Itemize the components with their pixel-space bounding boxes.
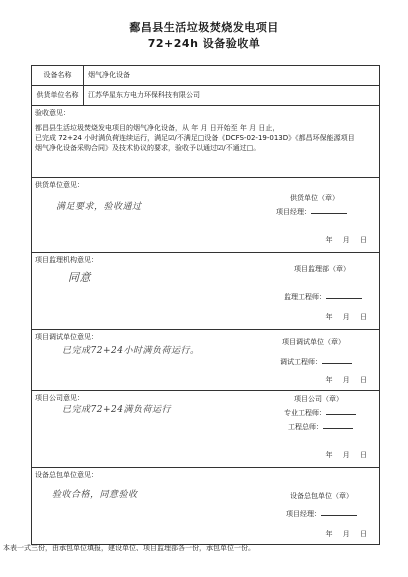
supervision-date: 年 月 日 <box>325 313 371 321</box>
acceptance-line-1: 都昌县生活垃圾焚烧发电项目的烟气净化设备，从 年 月 日开始至 年 月 日止， <box>35 124 280 132</box>
acceptance-text <box>35 124 377 153</box>
contractor-seal-label: 设备总包单位（章） <box>290 492 353 500</box>
company-opinion-row <box>32 391 380 468</box>
company-engineer-label: 专业工程师： <box>284 409 356 418</box>
company-opinion-label: 项目公司意见： <box>35 394 84 402</box>
device-row <box>32 66 380 86</box>
commissioning-opinion-handwriting: 已完成72+24小时满负荷运行。 <box>62 346 200 356</box>
contractor-opinion-row <box>32 468 380 545</box>
supplier-opinion-label: 供货单位意见： <box>35 181 84 189</box>
device-value: 烟气净化设备 <box>84 66 380 86</box>
contractor-manager-label: 项目经理： <box>286 510 357 519</box>
contractor-date: 年 月 日 <box>325 530 371 538</box>
commissioning-seal-label: 项目调试单位（章） <box>282 338 345 346</box>
commissioning-opinion-row <box>32 330 380 391</box>
footer-note: 本表一式三份，由承包单位填报，建设单位、项目监理部各一份，承包单位一份。 <box>3 544 255 552</box>
supplier-manager-label: 项目经理： <box>276 208 347 217</box>
commissioning-opinion-label: 项目调试单位意见： <box>35 333 98 341</box>
device-label: 设备名称 <box>32 66 84 86</box>
supplier-row <box>32 86 380 106</box>
supplier-seal-label: 供货单位（章） <box>290 194 339 202</box>
supplier-date: 年 月 日 <box>325 236 371 244</box>
company-seal-label: 项目公司（章） <box>294 395 343 403</box>
supplier-opinion-handwriting: 满足要求，验收通过 <box>56 202 142 212</box>
acceptance-line-2: 已完成 72+24 小时满负荷连续运行，满足☑/不满足□设备《DCFS-02-19-013D》《都昌环保能源项目 <box>35 133 355 142</box>
supervision-engineer-label: 监理工程师： <box>284 293 362 302</box>
supplier-opinion-row <box>32 178 380 253</box>
supervision-opinion-row <box>32 253 380 330</box>
supervision-seal-label: 项目监理部（章） <box>294 265 350 273</box>
supplier-value: 江苏华星东方电力环保科技有限公司 <box>84 86 380 106</box>
acceptance-form-table <box>31 65 380 545</box>
project-title: 鄱昌县生活垃圾焚烧发电项目 <box>129 21 279 34</box>
contractor-opinion-handwriting: 验收合格，同意验收 <box>52 490 138 500</box>
supervision-opinion-label: 项目监理机构意见： <box>35 256 98 264</box>
supplier-label: 供货单位名称 <box>32 86 84 106</box>
commissioning-date: 年 月 日 <box>325 376 371 384</box>
company-date: 年 月 日 <box>325 451 371 459</box>
acceptance-line-3: 烟气净化设备采购合同》及技术协议的要求，验收予以通过☑/不通过□。 <box>35 143 261 152</box>
acceptance-row <box>32 106 380 178</box>
form-subtitle: 72+24h 设备验收单 <box>147 37 261 50</box>
contractor-opinion-label: 设备总包单位意见： <box>35 471 98 479</box>
commissioning-engineer-label: 调试工程师： <box>280 358 352 367</box>
company-opinion-handwriting: 已完成72+24满负荷运行 <box>62 405 171 415</box>
acceptance-label: 验收意见： <box>35 109 70 117</box>
company-chief-engineer-label: 工程总师： <box>288 423 353 432</box>
supervision-opinion-handwriting: 同意 <box>68 271 91 284</box>
